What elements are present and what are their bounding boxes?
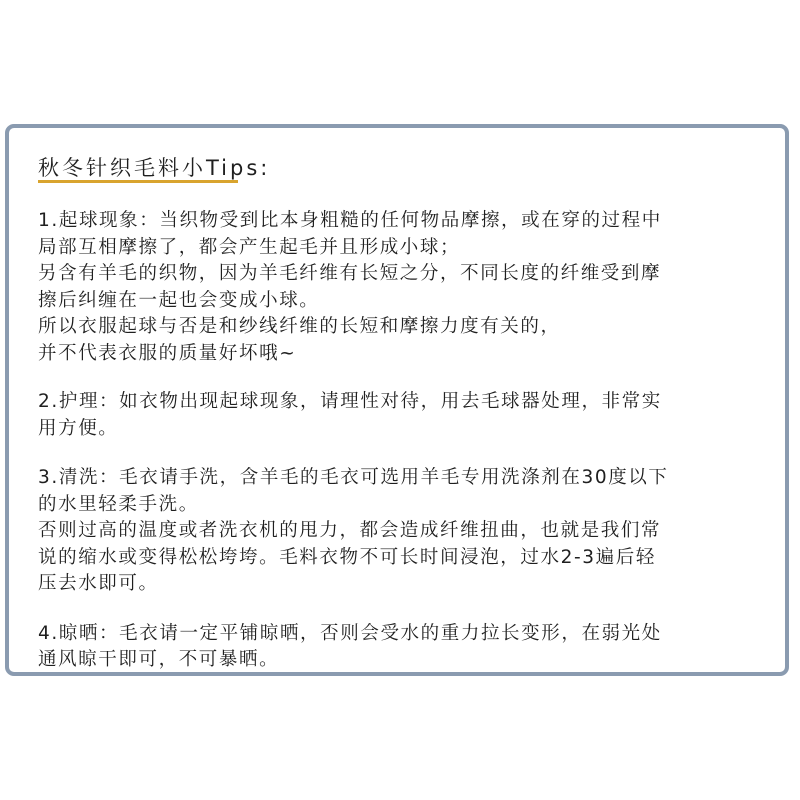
section-line: 3.清洗：毛衣请手洗，含羊毛的毛衣可选用羊毛专用洗涤剂在30度以下 bbox=[38, 467, 669, 488]
section-line: 4.晾晒：毛衣请一定平铺晾晒，否则会受水的重力拉长变形，在弱光处 bbox=[38, 622, 662, 644]
title-highlight-underline bbox=[38, 180, 238, 183]
section-pilling bbox=[38, 208, 778, 367]
section-line: 的水里轻柔手洗。 bbox=[38, 493, 199, 515]
section-washing bbox=[38, 465, 778, 598]
section-line: 用方便。 bbox=[38, 417, 119, 439]
section-line: 说的缩水或变得松松垮垮。毛料衣物不可长时间浸泡，过水2-3遍后轻 bbox=[38, 546, 656, 568]
section-care bbox=[38, 389, 778, 442]
section-line: 局部互相摩擦了，都会产生起毛并且形成小球； bbox=[38, 236, 461, 258]
tips-title-text: 秋冬针织毛料小Tips: bbox=[38, 156, 271, 180]
tips-content bbox=[38, 150, 778, 674]
section-line: 并不代表衣服的质量好坏哦~ bbox=[38, 342, 297, 364]
section-drying bbox=[38, 621, 778, 674]
section-line: 1.起球现象：当织物受到比本身粗糙的任何物品摩擦，或在穿的过程中 bbox=[38, 210, 662, 231]
section-line: 压去水即可。 bbox=[38, 573, 159, 594]
section-line: 另含有羊毛的织物，因为羊毛纤维有长短之分，不同长度的纤维受到摩 bbox=[38, 263, 662, 284]
tips-title bbox=[38, 150, 270, 186]
section-line: 2.护理：如衣物出现起球现象，请理性对待，用去毛球器处理，非常实 bbox=[38, 391, 662, 412]
section-line: 否则过高的温度或者洗衣机的甩力，都会造成纤维扭曲，也就是我们常 bbox=[38, 520, 662, 541]
section-line: 擦后纠缠在一起也会变成小球。 bbox=[38, 289, 320, 311]
section-line: 所以衣服起球与否是和纱线纤维的长短和摩擦力度有关的， bbox=[38, 316, 561, 337]
section-line: 通风晾干即可，不可暴晒。 bbox=[38, 649, 280, 670]
